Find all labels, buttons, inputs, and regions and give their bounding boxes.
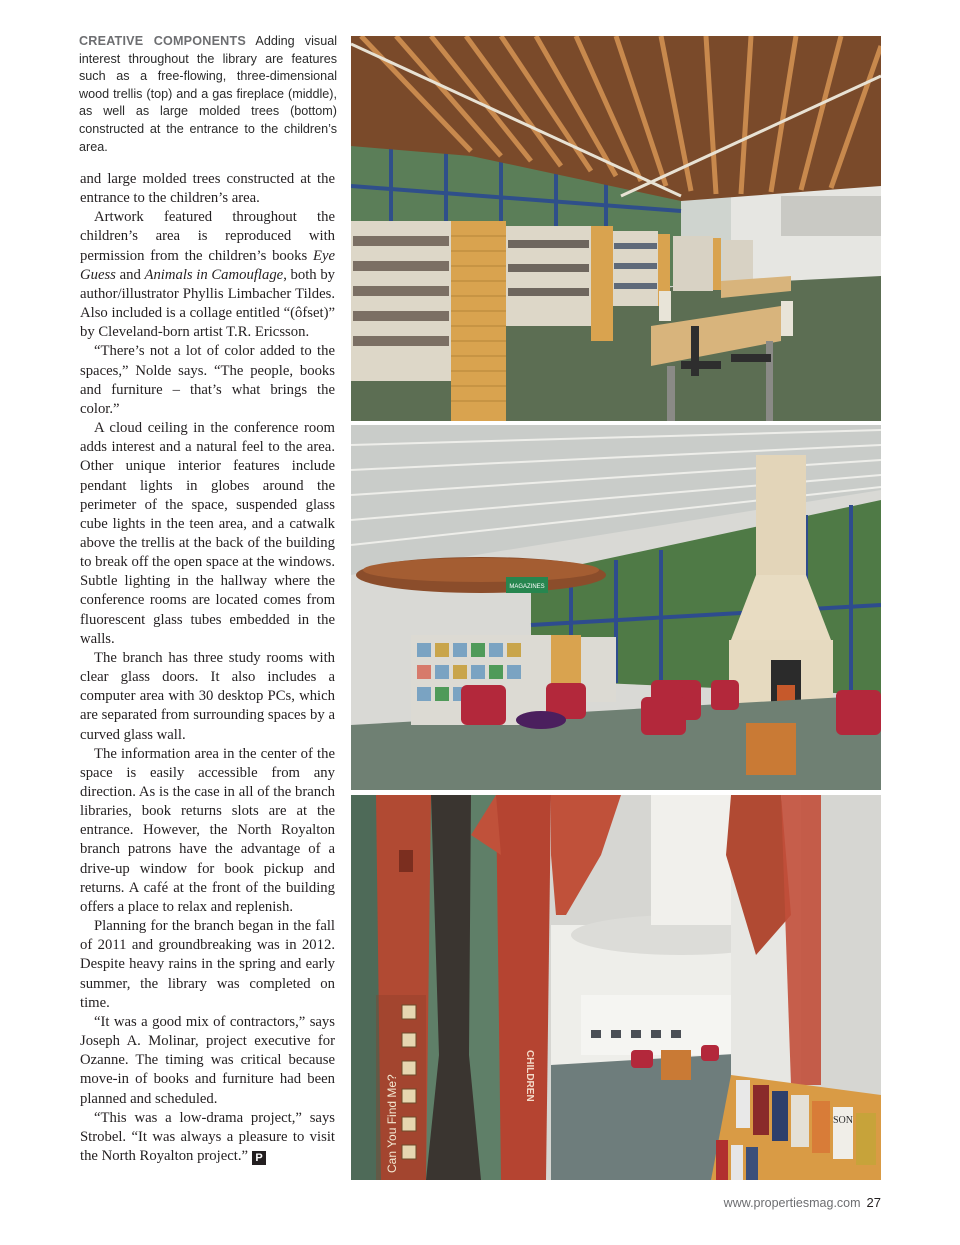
paragraph: [80, 1109, 335, 1166]
paragraph: [80, 208, 335, 342]
paragraph: The information area in the center of the space is easily accessible from any direction. As is the case in all of the branch libraries, book returns slots are at the entrance. However, the North Royalton branch patrons have the advantage of a drive-up window for book pickup and returns. A café at the front of the building offers a place to relax and replenish.: [80, 745, 335, 915]
end-mark-icon: P: [252, 1151, 266, 1165]
article-body: [80, 170, 335, 1166]
caption-text: Adding visual interest throughout the library are features such as a free-flowing, three-dimensional wood trellis (top) and a gas fireplace (middle), as well as large molded trees (bottom) constructed at the entrance to the children’s area.: [79, 34, 337, 154]
paragraph: and large molded trees constructed at the entrance to the children’s area.: [80, 171, 335, 207]
paragraph: A cloud ceiling in the conference room adds interest and a natural feel to the area. Other unique interior features include pendant lights in globes around the perimeter of the space, suspended glass cube lights in the teen area, and a catwalk above the trellis at the back of the building to break off the open space at the windows. Subtle lighting in the hallway where the conference rooms are located comes from fluorescent glass tubes embedded in the walls.: [80, 420, 335, 647]
photo-caption: [79, 33, 337, 156]
book-title-son: SON: [832, 1115, 854, 1126]
trunk-label-children: CHILDREN: [524, 1050, 535, 1102]
page-number: 27: [866, 1195, 881, 1210]
paragraph: The branch has three study rooms with clear glass doors. It also includes a computer area with 30 desktop PCs, which are separated from surrounding spaces by a curved glass wall.: [80, 649, 335, 743]
banner-can-you-find-me: Can You Find Me?: [385, 1074, 399, 1173]
paragraph: “There’s not a lot of color added to the spaces,” Nolde says. “The people, books and furniture – that’s what brings the color.”: [80, 343, 335, 417]
page-footer: [724, 1195, 881, 1210]
book-title: Eye Guess: [80, 247, 335, 283]
paragraph: “It was a good mix of contractors,” says Joseph A. Molinar, project executive for Ozanne. The timing was critical because move-in of books and furniture had been planned and scheduled.: [80, 1013, 335, 1107]
footer-url: www.propertiesmag.com: [723, 1196, 861, 1210]
paragraph-text: , both by author/illustrator Phyllis Limbacher Tildes. Also included is a collage entitled “(ôfset)” by Cleveland-born artist T.R. Ericsson.: [80, 266, 336, 341]
photo-wood-trellis: [351, 36, 881, 421]
book-title: Animals in Camouflage: [144, 266, 284, 283]
paragraph-text: and: [115, 266, 145, 283]
photo-molded-trees-image: [351, 795, 881, 1180]
photo-wood-trellis-image: [351, 36, 881, 421]
photo-molded-trees: [351, 795, 881, 1180]
sign-magazines: MAGAZINES: [509, 584, 545, 590]
caption-heading: CREATIVE COMPONENTS: [79, 34, 246, 48]
paragraph: Planning for the branch began in the fall of 2011 and groundbreaking was in 2012. Despite heavy rains in the spring and early summer, the library was completed on time.: [80, 918, 335, 1011]
photo-fireplace: [351, 425, 881, 790]
paragraph-text: Artwork featured throughout the children’s area is reproduced with permission from the children’s books: [80, 209, 335, 264]
photo-fireplace-image: [351, 425, 881, 790]
paragraph-text: “This was a low-drama project,” says Strobel. “It was always a pleasure to visit the North Royalton project.”: [80, 1109, 335, 1164]
